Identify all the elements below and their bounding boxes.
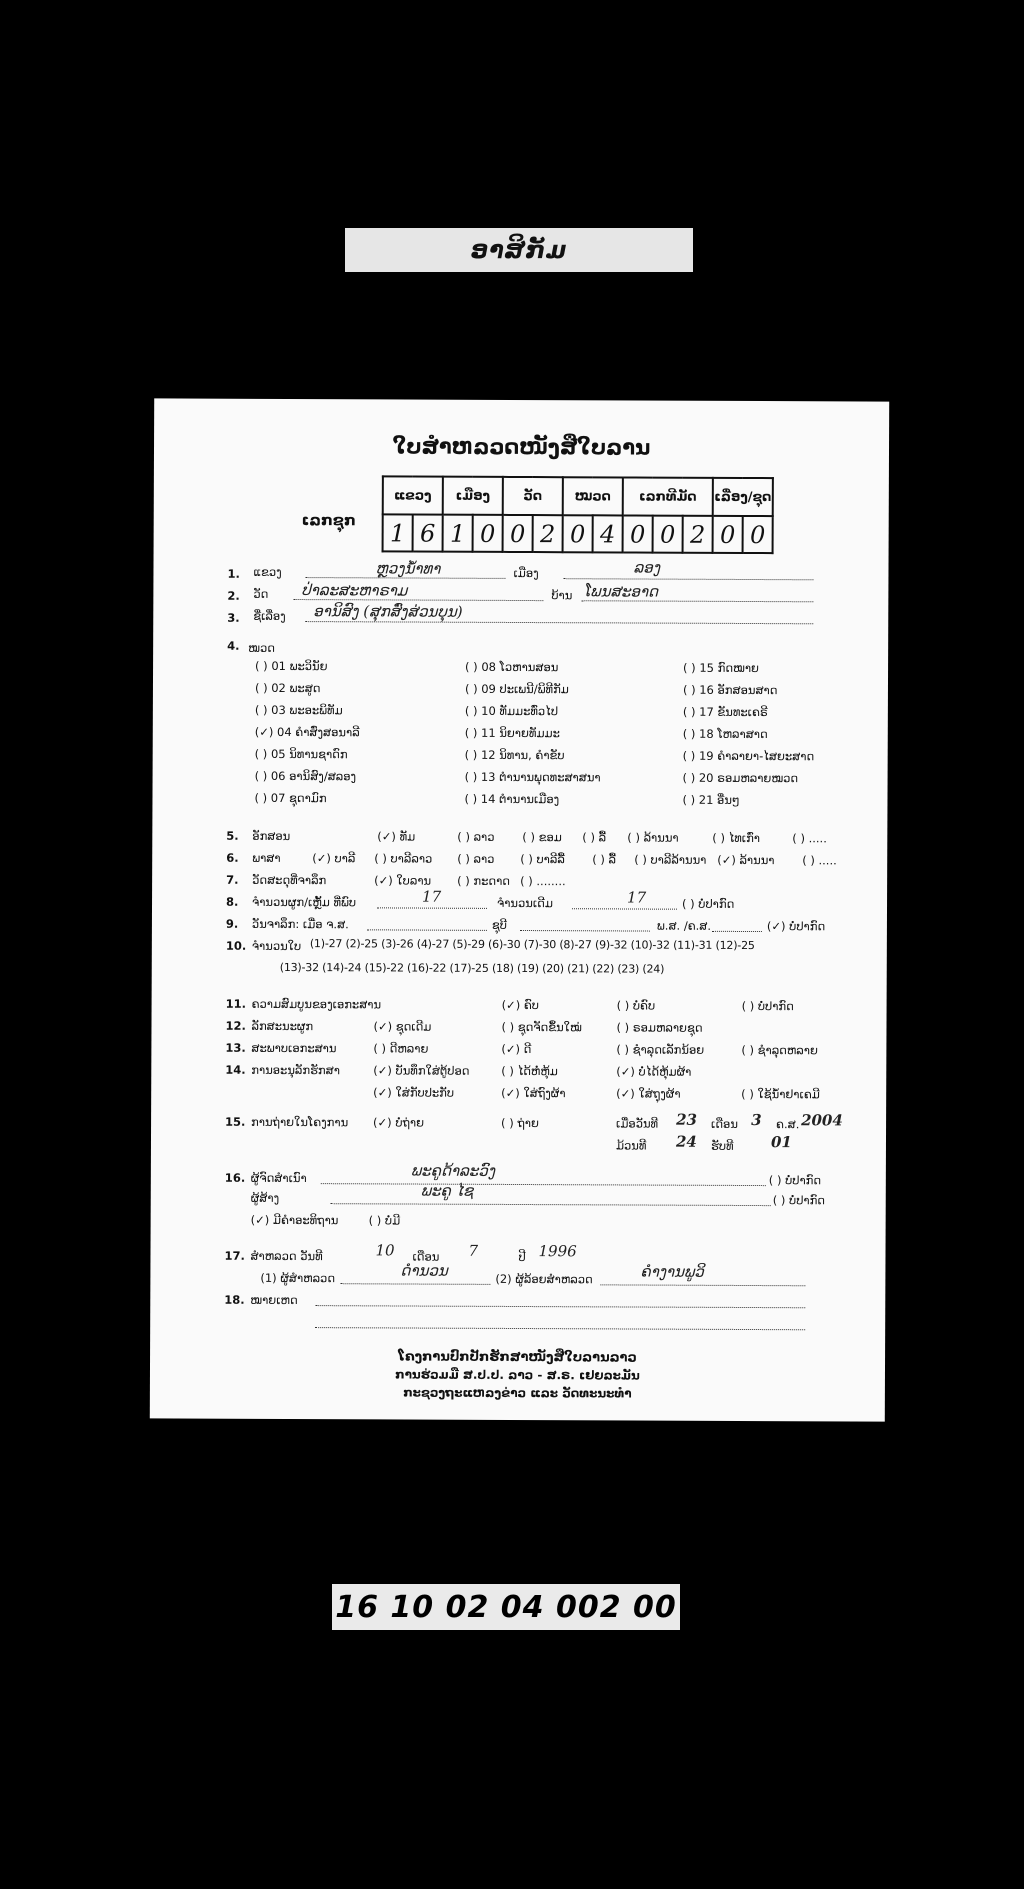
- item-line: [572, 890, 677, 909]
- survey-month: 7: [468, 1241, 479, 1260]
- category-option[interactable]: ( ) 17 ຂັນທະເຄຣີ: [682, 704, 768, 720]
- category-option[interactable]: ( ) 21 ອື່ນໆ: [682, 792, 740, 807]
- code-digit: 0: [713, 516, 743, 553]
- code-header: ແຂວງ: [383, 476, 443, 514]
- photo-frame: 01: [770, 1133, 792, 1152]
- code-digit: 2: [533, 515, 563, 552]
- code-table: [382, 475, 774, 554]
- completeness-option[interactable]: ( ) ບໍ່ປາກົດ: [741, 998, 794, 1014]
- section-label: ໝວດ: [248, 640, 275, 655]
- item-line: [712, 913, 762, 932]
- original-count: 17: [627, 888, 647, 907]
- category-option[interactable]: ( ) 19 ຄຳລາຍາ-ໄສຍະສາດ: [682, 748, 815, 764]
- language-option[interactable]: ( ) ບາລີລ້ານນາ: [634, 852, 707, 867]
- item-value: ປ່າລະສະຫາຣາມ: [301, 581, 408, 600]
- leaf-counts-line1: (1)-27 (2)-25 (3)-26 (4)-27 (5)-29 (6)-30 (7)-30 (8)-27 (9)-32 (10)-32 (11)-31 (12)-25: [309, 937, 755, 953]
- category-option[interactable]: ( ) 20 ຣອມຫລາຍໝວດ: [682, 770, 799, 786]
- item-label: ການອະນຸລັກຮັກສາ: [251, 1062, 340, 1078]
- item-label: ຄວາມສົມບູນຂອງເອກະສານ: [251, 996, 382, 1012]
- copyist-name: ພະຄູດ້າລະວົງ: [410, 1161, 496, 1180]
- survey-year: 1996: [538, 1242, 577, 1261]
- item-label: ຄ.ສ.: [776, 1117, 800, 1132]
- item-label: ຮັບທີ: [710, 1138, 734, 1153]
- conservation-option[interactable]: ( ) ໄດ້ຫໍ່ຫຸ້ມ: [501, 1063, 558, 1079]
- item-label: ຊຸບີ: [491, 917, 508, 932]
- item-label: ວັດ: [253, 586, 269, 601]
- photo-month: 3: [751, 1111, 762, 1130]
- item-label: ວັນຈາລຶກ: ເມື່ອ ຈ.ສ.: [251, 916, 349, 932]
- item-label: ຜູ້ຈົດສຳເນົາ: [250, 1170, 307, 1186]
- survey-form-sheet: [150, 398, 889, 1421]
- item-label: ປີ: [518, 1249, 526, 1265]
- item-label: ອັກສອນ: [252, 828, 291, 843]
- conservation-option[interactable]: ( ) ໃຊ້ນ້ຳຢາເຄມີ: [741, 1086, 820, 1102]
- footer-project: ໂຄງການປົກປັກຮັກສາໜັງສືໃບລານລາວ: [398, 1349, 637, 1366]
- language-option[interactable]: ( ) ບາລີລື້: [520, 852, 565, 867]
- material-option[interactable]: ( ) ກະດາດ: [457, 873, 511, 888]
- material-option[interactable]: ( ) ........: [520, 874, 566, 889]
- photo-option[interactable]: (✓) ບໍ່ຖ່າຍ: [373, 1115, 425, 1130]
- surveyor-name: ດຳນວນ: [400, 1261, 448, 1280]
- top-label-strip: ອາສິກັມ: [345, 228, 693, 272]
- code-header: ເມືອງ: [443, 477, 503, 515]
- item-label: ແຂວງ: [253, 564, 282, 579]
- photo-day: 23: [676, 1110, 698, 1129]
- language-option[interactable]: (✓) ບາລີ: [312, 851, 356, 866]
- sponsor-name: ພະຄູ ໄຊ: [420, 1181, 474, 1200]
- item-line: [563, 560, 813, 580]
- item-label: ສະພາບເອກະສານ: [251, 1040, 337, 1056]
- script-option[interactable]: ( ) ລ້ານນາ: [627, 830, 679, 845]
- completeness-option[interactable]: (✓) ຄົບ: [501, 997, 539, 1013]
- category-option[interactable]: ( ) 05 ນິທານຊາດົກ: [254, 746, 348, 762]
- item-value: ຫຼວງນ້ຳທາ: [375, 559, 441, 578]
- item-number: 14.: [225, 1062, 246, 1077]
- footer-cooperation: ການຮ່ວມມື ສ.ປ.ປ. ລາວ - ສ.ຣ. ເຢຍລະມັນ: [395, 1367, 640, 1383]
- not-shown-option[interactable]: ( ) ບໍ່ປາກົດ: [768, 1173, 822, 1188]
- code-digit: 2: [683, 516, 713, 553]
- item-label: (2) ຜູ້ລ້ອຍສຳຫລວດ: [495, 1271, 593, 1287]
- item-number: 15.: [225, 1114, 246, 1129]
- not-shown-option[interactable]: (✓) ບໍ່ປາກົດ: [766, 919, 826, 934]
- item-label: ວັດສະດຸທີ່ຈາລຶກ: [252, 872, 327, 888]
- item-label: ການຖ່າຍໃນໂຄງການ: [251, 1114, 349, 1130]
- item-label: ລັກສະນະຜູກ: [251, 1018, 314, 1034]
- conservation-option[interactable]: (✓) ໃສ່ກັບປະກັບ: [373, 1085, 455, 1100]
- script-option[interactable]: ( ) ໄທເກົ່າ: [712, 830, 761, 846]
- bundle-type-option[interactable]: ( ) ຣອມຫລາຍຊຸດ: [616, 1020, 703, 1035]
- catalog-number-strip: 16 10 02 04 002 00: [332, 1584, 680, 1630]
- code-digit: 6: [413, 515, 443, 552]
- code-digit: 0: [623, 515, 653, 552]
- category-option[interactable]: ( ) 13 ຕຳນານພຸດທະສາສນາ: [464, 769, 601, 785]
- item-line: [321, 1165, 766, 1186]
- code-header: ໝວດ: [563, 477, 623, 515]
- item-line: [520, 912, 650, 932]
- item-label: ເມື່ອວັນທີ: [616, 1116, 659, 1131]
- code-digit: 0: [563, 515, 593, 552]
- leaf-counts-line2: (13)-32 (14)-24 (15)-22 (16)-22 (17)-25 (18) (19) (20) (21) (22) (23) (24): [279, 960, 665, 976]
- item-number: 11.: [225, 996, 246, 1011]
- item-value: ອານິສົງ (ສຸກສົ່ງສ່ວນບຸນ): [313, 602, 463, 621]
- item-label: ຈຳນວນຜູກ/ເຫຼັ້ມ ທີ່ພົບ: [252, 894, 357, 910]
- category-option[interactable]: ( ) 02 ພະສູດ: [254, 680, 321, 696]
- not-shown-option[interactable]: ( ) ບໍ່ປາກົດ: [772, 1193, 826, 1208]
- item-line: [367, 911, 487, 931]
- category-option[interactable]: ( ) 14 ຕຳນານເມືອງ: [464, 791, 560, 807]
- script-option[interactable]: ( ) ຂອມ: [522, 830, 562, 845]
- code-header: ເລື່ອງ/ຊຸດ: [713, 478, 773, 516]
- code-digit: 1: [383, 514, 413, 551]
- material-option[interactable]: (✓) ໃບລານ: [374, 873, 432, 888]
- item-number: 6.: [226, 850, 239, 865]
- bundle-type-option[interactable]: (✓) ຊຸດເດີມ: [373, 1019, 432, 1034]
- condition-option[interactable]: ( ) ຊຳລຸດຫລາຍ: [741, 1042, 818, 1058]
- conservation-option[interactable]: (✓) ບັນທຶກໃສ່ຕູ້ປອດ: [373, 1063, 470, 1078]
- item-label: ສຳຫລວດ ວັນທີ: [250, 1248, 323, 1264]
- code-label: ເລກຊຸກ: [301, 511, 356, 530]
- item-label: ເມືອງ: [513, 565, 539, 581]
- conservation-option[interactable]: (✓) ບໍ່ໄດ້ຫຸ້ມຜ້າ: [616, 1064, 692, 1079]
- item-number: 10.: [225, 938, 247, 953]
- item-number: 9.: [225, 916, 239, 931]
- item-label: ໝາຍເຫດ: [250, 1292, 298, 1308]
- completeness-option[interactable]: ( ) ບໍ່ຄົບ: [616, 998, 656, 1013]
- prayer-option[interactable]: ( ) ບໍ່ມີ: [368, 1213, 401, 1228]
- category-option[interactable]: ( ) 15 ກົດໝາຍ: [683, 660, 760, 676]
- language-option[interactable]: ( ) .....: [802, 853, 837, 868]
- footer-ministry: ກະຊວງຖະແຫລງຂ່າວ ແລະ ວັດທະນະທຳ: [403, 1385, 632, 1401]
- item-label: (1) ຜູ້ສຳຫລວດ: [260, 1270, 336, 1286]
- language-option[interactable]: ( ) ລາວ: [457, 851, 495, 866]
- conservation-option[interactable]: (✓) ໃສ່ຖົງຜ້າ: [501, 1085, 566, 1101]
- assistant-name: ຄຳງານພູວິ: [640, 1262, 704, 1281]
- category-option[interactable]: ( ) 11 ນິຍາຍທັມມະ: [464, 725, 560, 741]
- item-label: ມ້ວນທີ: [615, 1138, 647, 1153]
- code-digit: 0: [473, 515, 503, 552]
- category-option[interactable]: ( ) 07 ຊຸດາມົກ: [254, 790, 327, 806]
- item-value: ໂພນສະອາດ: [583, 582, 659, 601]
- item-number: 1.: [227, 566, 240, 581]
- item-label: ພາສາ: [252, 850, 281, 865]
- item-number: 12.: [225, 1018, 246, 1033]
- language-option[interactable]: (✓) ລ້ານນາ: [717, 852, 775, 868]
- condition-option[interactable]: (✓) ດີ: [501, 1041, 532, 1057]
- item-label: ຈຳນວນເດີມ: [497, 895, 553, 911]
- script-option[interactable]: ( ) ລື້: [582, 830, 607, 845]
- script-option[interactable]: ( ) .....: [792, 831, 827, 846]
- code-digit: 1: [443, 515, 473, 552]
- bundle-count: 17: [422, 887, 442, 906]
- language-option[interactable]: ( ) ລື້: [592, 852, 617, 867]
- form-title: ໃບສຳຫລວດໜັງສືໃບລານ: [392, 434, 651, 460]
- item-label: ຜູ້ສ້າງ: [250, 1190, 280, 1205]
- item-number: 4.: [227, 638, 240, 653]
- item-label: ເດືອນ: [711, 1116, 738, 1131]
- category-option[interactable]: ( ) 09 ປະເພນີ/ພິທີກັມ: [464, 681, 569, 697]
- category-option[interactable]: ( ) 06 ອານິສົງ/ສລອງ: [254, 768, 357, 784]
- item-number: 16.: [224, 1170, 246, 1185]
- bundle-type-option[interactable]: ( ) ຊຸດຈັດຂຶ້ນໃໝ່: [501, 1019, 582, 1035]
- item-label: ເດືອນ: [412, 1249, 440, 1264]
- item-number: 7.: [226, 872, 239, 887]
- language-option[interactable]: ( ) ບາລີລາວ: [374, 851, 433, 866]
- category-option[interactable]: ( ) 18 ໂຫລາສາດ: [682, 726, 768, 742]
- script-option[interactable]: ( ) ລາວ: [457, 829, 495, 844]
- item-label: ຈຳນວນໃບ: [251, 938, 302, 954]
- category-option[interactable]: ( ) 03 ພະອະພິທັມ: [254, 702, 343, 718]
- item-number: 17.: [224, 1248, 245, 1263]
- category-option[interactable]: (✓) 04 ຄຳສົ່ງສອນາລີ: [254, 724, 360, 740]
- item-number: 18.: [224, 1292, 245, 1307]
- item-number: 2.: [227, 588, 240, 603]
- code-digit: 4: [593, 515, 623, 552]
- item-number: 13.: [225, 1040, 246, 1055]
- category-option[interactable]: ( ) 08 ໂວຫານສອນ: [465, 659, 559, 675]
- photo-roll: 24: [675, 1132, 697, 1151]
- category-option[interactable]: ( ) 10 ທັມມະທົ່ວໄປ: [464, 703, 559, 719]
- item-number: 8.: [226, 894, 239, 909]
- category-option[interactable]: ( ) 16 ອັກສອນສາດ: [682, 682, 778, 698]
- prayer-option[interactable]: (✓) ມີຄຳອະທິຖານ: [250, 1212, 339, 1228]
- photo-year: 2004: [801, 1111, 843, 1130]
- remarks-line: [315, 1309, 805, 1330]
- not-shown-option[interactable]: ( ) ບໍ່ປາກົດ: [681, 896, 735, 911]
- condition-option[interactable]: ( ) ຊຳລຸດເລັກນ້ອຍ: [616, 1042, 705, 1057]
- category-option[interactable]: ( ) 12 ນິທານ, ຄຳຂັບ: [464, 747, 565, 763]
- photo-option[interactable]: ( ) ຖ່າຍ: [501, 1115, 539, 1131]
- code-digit: 0: [653, 516, 683, 553]
- conservation-option[interactable]: (✓) ໃສ່ຖຸງຜ້າ: [616, 1086, 681, 1101]
- remarks-line: [315, 1287, 805, 1308]
- item-line: [331, 1185, 771, 1206]
- code-header: ວັດ: [503, 477, 563, 515]
- category-option[interactable]: ( ) 01 ພະວິນັຍ: [255, 658, 328, 674]
- code-header: ເລກທີມັດ: [623, 477, 713, 515]
- item-label: ບ້ານ: [551, 588, 573, 603]
- item-number: 3.: [227, 610, 240, 625]
- item-value: ລອງ: [633, 558, 661, 577]
- survey-day: 10: [375, 1241, 395, 1260]
- condition-option[interactable]: ( ) ດີຫລາຍ: [373, 1041, 429, 1056]
- item-label: ຊື່ເລື່ອງ: [253, 608, 286, 623]
- code-digit: 0: [503, 515, 533, 552]
- item-label: ພ.ສ. /ຄ.ສ.: [656, 918, 712, 933]
- script-option[interactable]: (✓) ທັມ: [377, 829, 416, 844]
- code-digit: 0: [743, 516, 773, 553]
- item-number: 5.: [226, 828, 239, 843]
